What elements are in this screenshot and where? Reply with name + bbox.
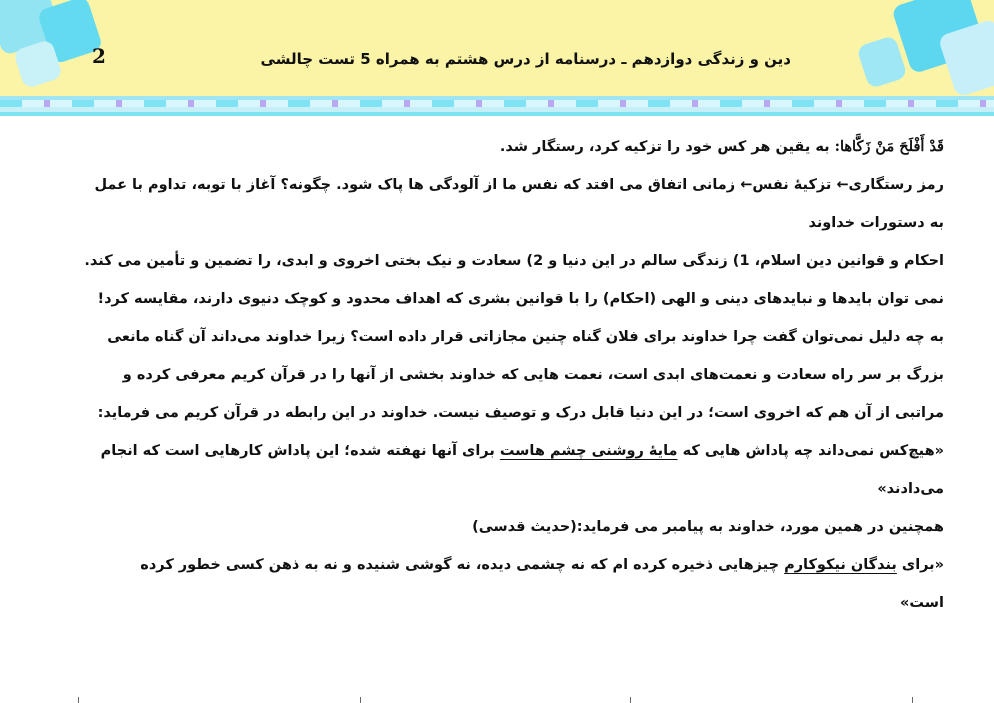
underlined-phrase: مایۀ روشنی چشم هاست (499, 443, 678, 459)
paragraph-line: به چه دلیل نمی‌توان گفت چرا خداوند برای فلان گناه چنین مجازاتی قرار داده است؟ زیرا خداوند می‌داند آن گناه مانعی (107, 329, 944, 345)
margin-tick (630, 697, 631, 703)
header-stripe-dots (0, 100, 994, 107)
quote-text: چیزهایی ذخیره کرده ام که نه چشمی دیده، نه گوشی شنیده و نه به ذهن کسی خطور کرده (140, 557, 785, 573)
paragraph-line: مراتبی از آن هم که اخروی است؛ در این دنیا قابل درک و توصیف نیست. خداوند در این رابطه در قرآن کریم می فرماید: (97, 405, 944, 421)
paragraph-line: همچنین در همین مورد، خداوند به پیامبر می فرماید:(حدیث قدسی) (472, 519, 944, 535)
margin-tick (360, 697, 361, 703)
underlined-phrase: بندگان نیکوکارم (784, 557, 897, 573)
paragraph-line: می‌دادند» (877, 481, 944, 497)
page-number: 2 (92, 44, 106, 68)
document-body (52, 128, 944, 622)
page-title: دین و زندگی دوازدهم ـ درسنامه از درس هشتم به همراه 5 تست چالشی (260, 50, 791, 68)
paragraph-line: بزرگ بر سر راه سعادت و نعمت‌های ابدی است، نعمت هایی که خداوند بخشی از آنها را در قرآن کریم معرفی کرده و (122, 367, 944, 383)
quote-text: «برای (896, 557, 944, 573)
paragraph-line: رمز رستگاری← تزکیۀ نفس← زمانی اتفاق می افتد که نفس ما از آلودگی ها پاک شود. چگونه؟ آغاز با توبه، تداوم با عمل (94, 177, 944, 193)
header-stripe (0, 112, 994, 116)
paragraph-line (52, 546, 944, 584)
header-band (0, 0, 994, 96)
margin-tick (78, 697, 79, 703)
quran-verse: قَدْ أَفْلَحَ مَنْ زَكَّاها: (834, 138, 944, 155)
paragraph-line (52, 128, 944, 166)
quote-text: برای آنها نهفته شده؛ این پاداش کارهایی است که انجام (100, 443, 500, 459)
paragraph-line (52, 432, 944, 470)
verse-translation: به یقین هر کس خود را تزکیه کرد، رستگار شد. (499, 139, 835, 155)
margin-tick (912, 697, 913, 703)
paragraph-line: به دستورات خداوند (808, 215, 944, 231)
paragraph-line: نمی توان بایدها و نبایدهای دینی و الهی (احکام) را با قوانین بشری که اهداف محدود و کوچک دنیوی دارند، مقایسه کرد! (97, 291, 944, 307)
paragraph-line: است» (900, 595, 944, 611)
paragraph-line: احکام و قوانین دین اسلام، 1) زندگی سالم در این دنیا و 2) سعادت و نیک بختی اخروی و ابدی، را تضمین و تأمین می کند. (84, 253, 944, 269)
quote-text: «هیچ‌کس نمی‌داند چه پاداش هایی که (677, 443, 944, 459)
